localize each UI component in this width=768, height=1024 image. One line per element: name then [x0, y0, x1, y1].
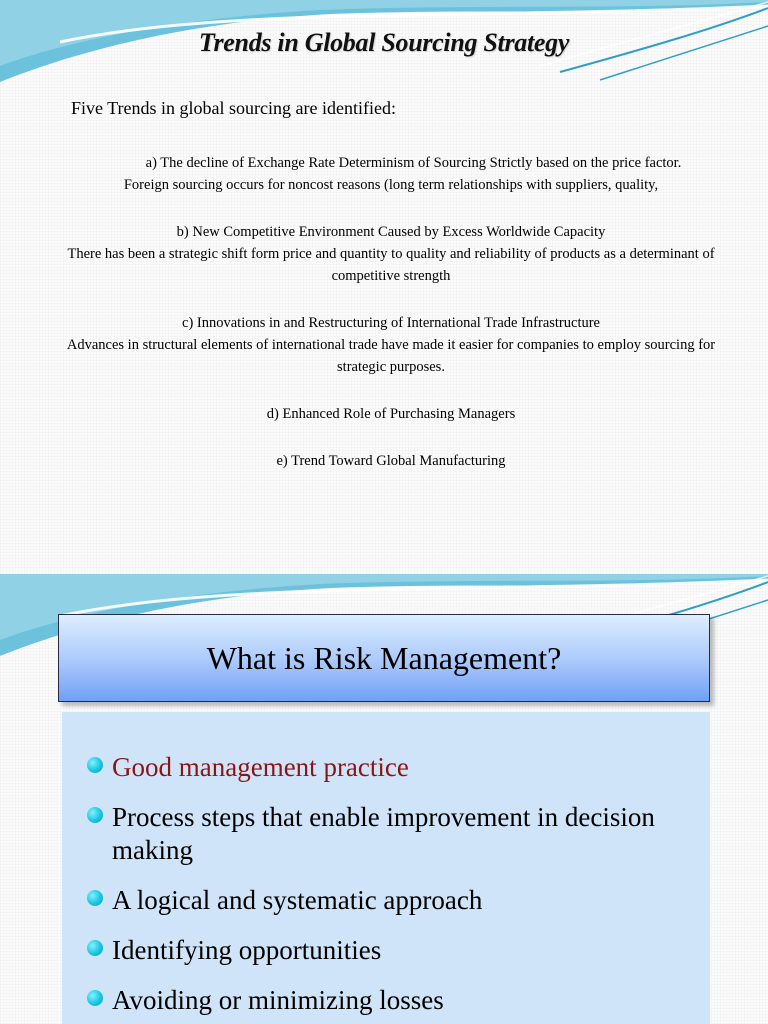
title-box: [58, 614, 710, 702]
trend-heading: a) The decline of Exchange Rate Determinism of Sourcing Strictly based on the price factor.: [145, 155, 682, 171]
bullet-dot-icon: [87, 757, 103, 773]
trend-item: [66, 450, 716, 472]
bullet-item: [87, 884, 687, 917]
trend-detail: Advances in structural elements of international trade have made it easier for companies to employ sourcing for strategic purposes.: [66, 337, 716, 375]
intro-text: Five Trends in global sourcing are identified:: [71, 98, 396, 118]
bullet-item: [87, 984, 687, 1017]
trend-item: [66, 221, 716, 287]
bullet-dot-icon: [87, 890, 103, 906]
trend-heading: d) Enhanced Role of Purchasing Managers: [266, 406, 516, 422]
bullet-text: Good management practice: [112, 752, 409, 782]
trend-heading: e) Trend Toward Global Manufacturing: [276, 453, 506, 469]
bullet-item: [87, 801, 687, 867]
slide-title: Trends in Global Sourcing Strategy: [198, 28, 570, 57]
bullet-list: [87, 751, 687, 1024]
bullet-dot-icon: [87, 940, 103, 956]
bullet-dot-icon: [87, 807, 103, 823]
slide-title: What is Risk Management?: [206, 639, 562, 676]
bullet-text: Process steps that enable improvement in decision making: [112, 802, 655, 865]
trend-heading: c) Innovations in and Restructuring of International Trade Infrastructure: [182, 315, 600, 331]
bullet-text: Identifying opportunities: [112, 935, 382, 965]
trend-item: [66, 403, 716, 425]
bullet-item: [87, 934, 687, 967]
bullet-text: A logical and systematic approach: [112, 885, 483, 915]
trend-detail: Foreign sourcing occurs for noncost reasons (long term relationships with suppliers, quality,: [123, 177, 659, 193]
bullet-text: Avoiding or minimizing losses: [112, 985, 444, 1015]
trend-heading: b) New Competitive Environment Caused by Excess Worldwide Capacity: [176, 224, 606, 240]
trend-item: [66, 152, 716, 196]
trends-list: [66, 152, 716, 497]
trend-item: [66, 312, 716, 378]
trend-detail: There has been a strategic shift form price and quantity to quality and reliability of products as a determinant of competitive strength: [67, 246, 715, 284]
content-box: [62, 712, 710, 1024]
bullet-item: [87, 751, 687, 784]
bullet-dot-icon: [87, 990, 103, 1006]
slide-risk-management: [0, 574, 768, 1024]
